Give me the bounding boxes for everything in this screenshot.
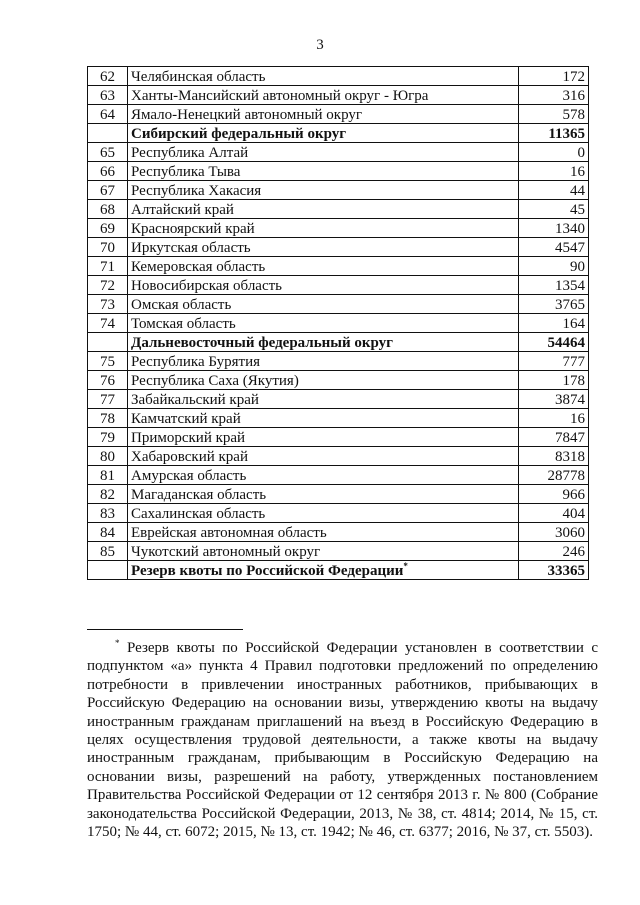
table-row [88, 314, 589, 333]
region-name-text: Красноярский край [131, 221, 255, 237]
footnote-separator [87, 629, 243, 630]
table-row [88, 371, 589, 390]
region-name [128, 314, 519, 333]
region-name [128, 181, 519, 200]
quota-value: 578 [519, 105, 589, 124]
quota-value: 246 [519, 542, 589, 561]
row-number: 68 [88, 200, 128, 219]
quota-value: 0 [519, 143, 589, 162]
table-row [88, 428, 589, 447]
table-row [88, 181, 589, 200]
quota-value: 45 [519, 200, 589, 219]
row-number: 79 [88, 428, 128, 447]
region-name [128, 428, 519, 447]
quota-value: 44 [519, 181, 589, 200]
row-number: 78 [88, 409, 128, 428]
quota-value: 3060 [519, 523, 589, 542]
region-name-text: Еврейская автономная область [131, 525, 327, 541]
row-number: 64 [88, 105, 128, 124]
row-number: 77 [88, 390, 128, 409]
row-number: 62 [88, 67, 128, 86]
quota-value: 3765 [519, 295, 589, 314]
table-row [88, 504, 589, 523]
region-name [128, 162, 519, 181]
table-row [88, 447, 589, 466]
quota-value: 11365 [519, 124, 589, 143]
table-row [88, 67, 589, 86]
page-number: 3 [316, 37, 324, 53]
region-name-text: Омская область [131, 297, 232, 313]
quota-value: 8318 [519, 447, 589, 466]
table-row [88, 257, 589, 276]
region-name [128, 523, 519, 542]
quota-value: 966 [519, 485, 589, 504]
quota-value: 164 [519, 314, 589, 333]
row-number [88, 333, 128, 352]
quota-value: 178 [519, 371, 589, 390]
region-name-text: Ямало-Ненецкий автономный округ [131, 107, 363, 123]
quota-value: 316 [519, 86, 589, 105]
region-name [128, 124, 519, 143]
table-row [88, 276, 589, 295]
table-row [88, 86, 589, 105]
footnote [87, 639, 598, 841]
table-row [88, 143, 589, 162]
region-name-text: Ханты-Мансийский автономный округ - Югра [131, 88, 429, 104]
table-row [88, 219, 589, 238]
quota-value: 404 [519, 504, 589, 523]
region-name [128, 390, 519, 409]
row-number: 83 [88, 504, 128, 523]
row-number: 67 [88, 181, 128, 200]
quota-table-body [88, 67, 589, 580]
quota-value: 172 [519, 67, 589, 86]
row-number: 70 [88, 238, 128, 257]
table-row [88, 409, 589, 428]
region-name [128, 295, 519, 314]
table-row [88, 352, 589, 371]
region-name-text: Новосибирская область [131, 278, 283, 294]
row-number: 69 [88, 219, 128, 238]
row-number: 73 [88, 295, 128, 314]
region-name-text: Камчатский край [131, 411, 241, 427]
region-name-text: Сахалинская область [131, 506, 266, 522]
region-name [128, 485, 519, 504]
row-number: 85 [88, 542, 128, 561]
region-name-text: Резерв квоты по Российской Федерации [131, 563, 404, 579]
region-name-text: Дальневосточный федеральный округ [131, 335, 393, 351]
quota-value: 777 [519, 352, 589, 371]
region-name [128, 542, 519, 561]
region-name-text: Кемеровская область [131, 259, 266, 275]
quota-value: 1340 [519, 219, 589, 238]
region-name [128, 504, 519, 523]
footnote-mark: * [115, 638, 120, 648]
region-name-text: Алтайский край [131, 202, 234, 218]
row-number: 76 [88, 371, 128, 390]
region-name [128, 447, 519, 466]
table-row-subtotal [88, 124, 589, 143]
table-row [88, 523, 589, 542]
row-number: 74 [88, 314, 128, 333]
region-name [128, 371, 519, 390]
quota-value: 16 [519, 162, 589, 181]
table-row [88, 105, 589, 124]
quota-table [87, 66, 589, 580]
region-name-text: Республика Хакасия [131, 183, 262, 199]
region-name [128, 143, 519, 162]
region-name-text: Хабаровский край [131, 449, 248, 465]
region-name-text: Чукотский автономный округ [131, 544, 321, 560]
row-number [88, 561, 128, 580]
row-number: 84 [88, 523, 128, 542]
row-number: 75 [88, 352, 128, 371]
region-name [128, 466, 519, 485]
region-name [128, 200, 519, 219]
region-name [128, 238, 519, 257]
table-row-subtotal [88, 333, 589, 352]
row-number: 82 [88, 485, 128, 504]
region-name-text: Амурская область [131, 468, 247, 484]
region-name-text: Республика Саха (Якутия) [131, 373, 299, 389]
footnote-reference: * [403, 561, 408, 571]
table-row-subtotal [88, 561, 589, 580]
table-row [88, 295, 589, 314]
row-number: 63 [88, 86, 128, 105]
table-row [88, 466, 589, 485]
region-name [128, 219, 519, 238]
row-number: 72 [88, 276, 128, 295]
region-name-text: Магаданская область [131, 487, 267, 503]
region-name [128, 409, 519, 428]
footnote-text: Резерв квоты по Российской Федерации установлен в соответствии с подпунктом «а» пункта 4 Правил подготовки предложений по определению потребности в привлечении иностранных работников, прибывающих в Российскую Федерацию на основании визы, утверждению квоты на выдачу иностранным гражданам приглашений на въезд в Российскую Федерацию в целях осуществления трудовой деятельности, а также квоты на выдачу иностранным гражданам, прибывающим в Российскую Федерацию на основании визы, разрешений на работу, утвержденных постановлением Правительства Российской Федерации от 12 сентября 2013 г. № 800 (Собрание законодательства Российской Федерации, 2013, № 38, ст. 4814; 2014, № 15, ст. 1750; № 44, ст. 6072; 2015, № 13, ст. 1942; № 46, ст. 6377; 2016, № 37, ст. 5503). [87, 640, 598, 841]
quota-value: 3874 [519, 390, 589, 409]
row-number: 65 [88, 143, 128, 162]
table-row [88, 200, 589, 219]
region-name [128, 333, 519, 352]
region-name [128, 561, 519, 580]
region-name-text: Челябинская область [131, 69, 266, 85]
region-name-text: Республика Тыва [131, 164, 241, 180]
region-name [128, 67, 519, 86]
region-name [128, 276, 519, 295]
row-number [88, 124, 128, 143]
table-row [88, 542, 589, 561]
region-name-text: Сибирский федеральный округ [131, 126, 347, 142]
table-row [88, 238, 589, 257]
table-row [88, 485, 589, 504]
quota-value: 1354 [519, 276, 589, 295]
quota-value: 54464 [519, 333, 589, 352]
region-name-text: Иркутская область [131, 240, 251, 256]
region-name [128, 105, 519, 124]
region-name-text: Республика Алтай [131, 145, 249, 161]
region-name [128, 257, 519, 276]
region-name [128, 86, 519, 105]
table-row [88, 390, 589, 409]
row-number: 80 [88, 447, 128, 466]
quota-value: 28778 [519, 466, 589, 485]
quota-value: 33365 [519, 561, 589, 580]
row-number: 81 [88, 466, 128, 485]
quota-value: 90 [519, 257, 589, 276]
region-name-text: Томская область [131, 316, 236, 332]
region-name-text: Забайкальский край [131, 392, 259, 408]
region-name-text: Приморский край [131, 430, 246, 446]
quota-value: 7847 [519, 428, 589, 447]
row-number: 71 [88, 257, 128, 276]
region-name-text: Республика Бурятия [131, 354, 261, 370]
row-number: 66 [88, 162, 128, 181]
table-row [88, 162, 589, 181]
quota-value: 16 [519, 409, 589, 428]
quota-value: 4547 [519, 238, 589, 257]
region-name [128, 352, 519, 371]
